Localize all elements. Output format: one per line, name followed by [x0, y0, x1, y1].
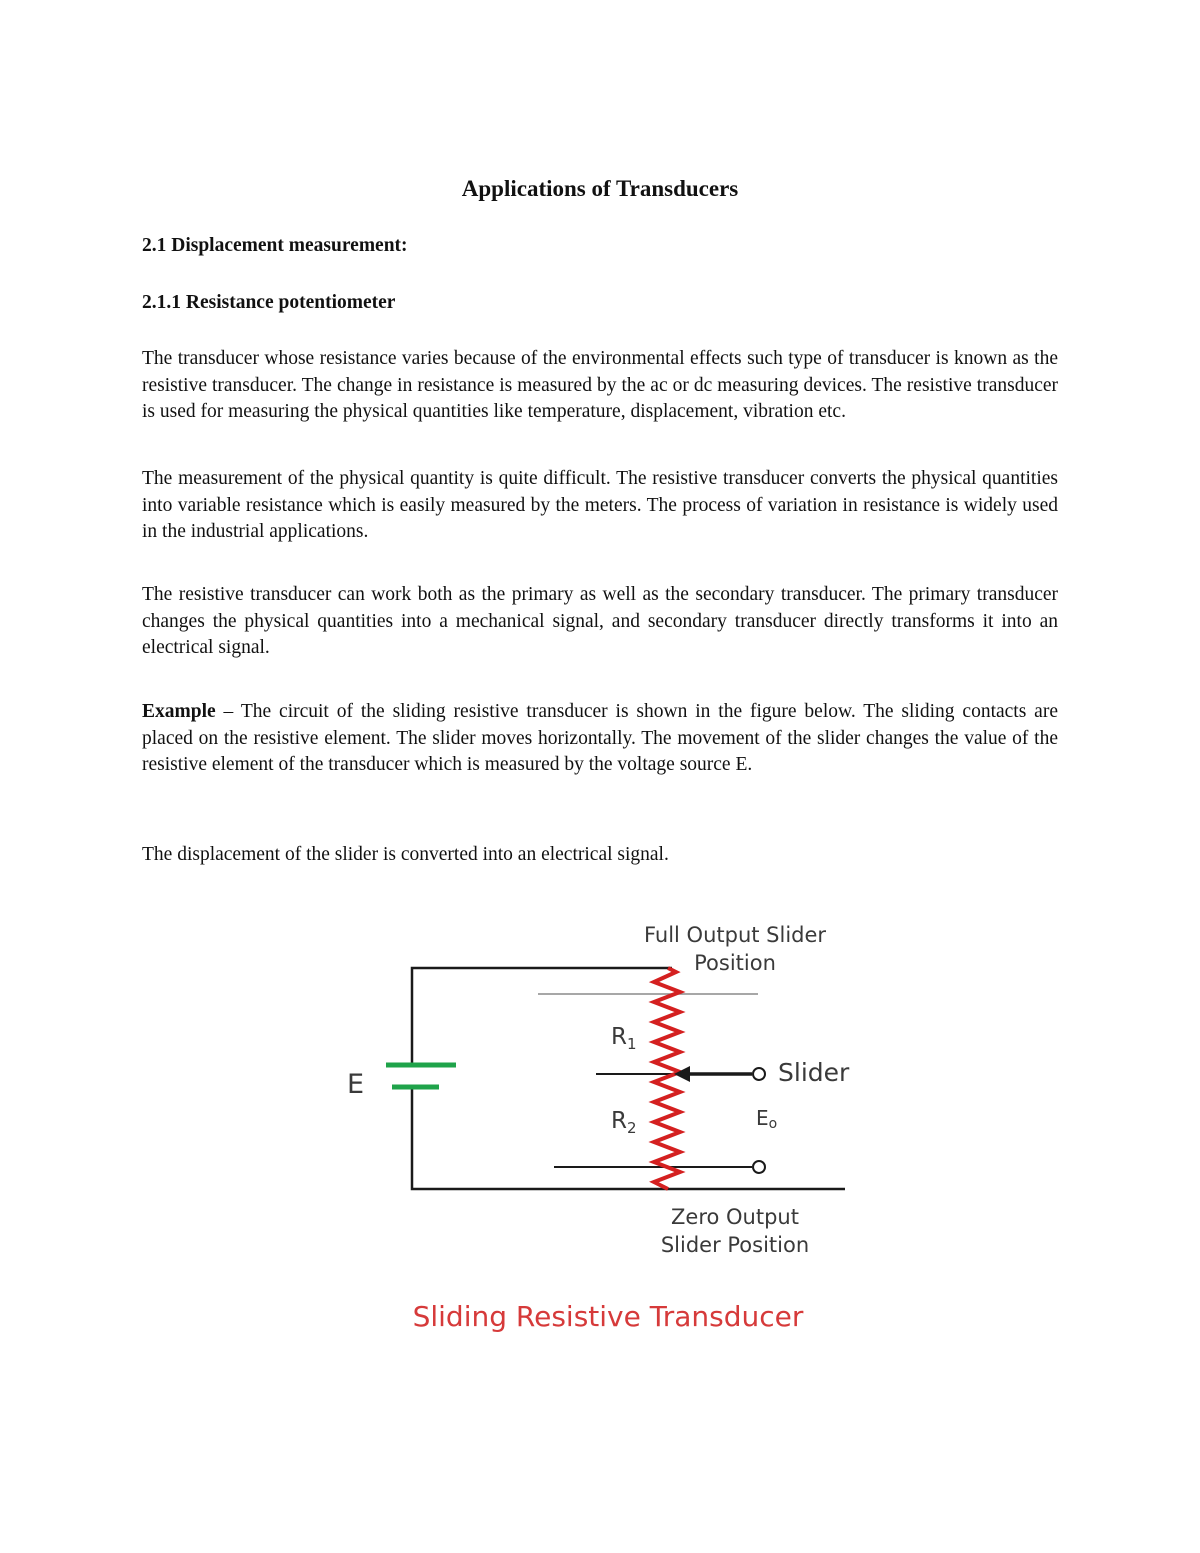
r1-label-subscript: 1: [626, 1035, 637, 1053]
page-title: Applications of Transducers: [461, 176, 739, 201]
figure-caption: Sliding Resistive Transducer: [412, 1300, 804, 1333]
slider-arrowhead: [674, 1066, 690, 1082]
example-text: – The circuit of the sliding resistive transducer is shown in the figure below. The sliding contacts are placed on the resistive element. The slider moves horizontally. The movement of the slider changes the value of the resistive element of the transducer which is measured by the voltage source E.: [142, 701, 1058, 776]
circuit-wire-lower: [412, 1087, 845, 1189]
slider-label: Slider: [778, 1058, 850, 1087]
subsection-heading: 2.1.1 Resistance potentiometer: [142, 292, 396, 313]
closing-paragraph: The displacement of the slider is converted into an electrical signal.: [142, 844, 669, 865]
r2-label: [611, 1108, 637, 1137]
paragraph-1: The transducer whose resistance varies because of the environmental effects such type of transducer is known as the resistive transducer. The change in resistance is measured by the ac or dc measuring devices. The resistive transducer is used for measuring the physical quantities like temperature, displacement, vibration etc.: [142, 348, 1058, 423]
r2-label-base: R: [611, 1108, 627, 1134]
r1-label-base: R: [611, 1024, 627, 1050]
full-output-label-line2: Position: [694, 951, 776, 975]
zero-output-label-line1: Zero Output: [671, 1205, 799, 1229]
r1-label: [611, 1024, 637, 1053]
paragraph-2: The measurement of the physical quantity is quite difficult. The resistive transducer converts the physical quantities into variable resistance which is easily measured by the meters. The process of variation in resistance is widely used in the industrial applications.: [142, 468, 1058, 543]
full-output-label-line1: Full Output Slider: [643, 923, 827, 947]
output-terminal: [753, 1161, 765, 1173]
r2-label-subscript: 2: [626, 1119, 637, 1137]
eo-label-base: E: [756, 1106, 769, 1130]
resistor-element: [654, 968, 680, 1189]
zero-output-label-line2: Slider Position: [660, 1233, 810, 1257]
paragraph-3: The resistive transducer can work both as the primary as well as the secondary transducer. The primary transducer changes the physical quantities into a mechanical signal, and secondary transducer directly transforms it into an electrical signal.: [142, 584, 1058, 659]
section-heading: 2.1 Displacement measurement:: [142, 235, 408, 256]
eo-label-subscript: o: [768, 1116, 778, 1132]
source-label: E: [347, 1069, 365, 1100]
eo-label: [756, 1106, 777, 1132]
slider-terminal: [753, 1068, 765, 1080]
example-label: Example: [142, 701, 216, 722]
